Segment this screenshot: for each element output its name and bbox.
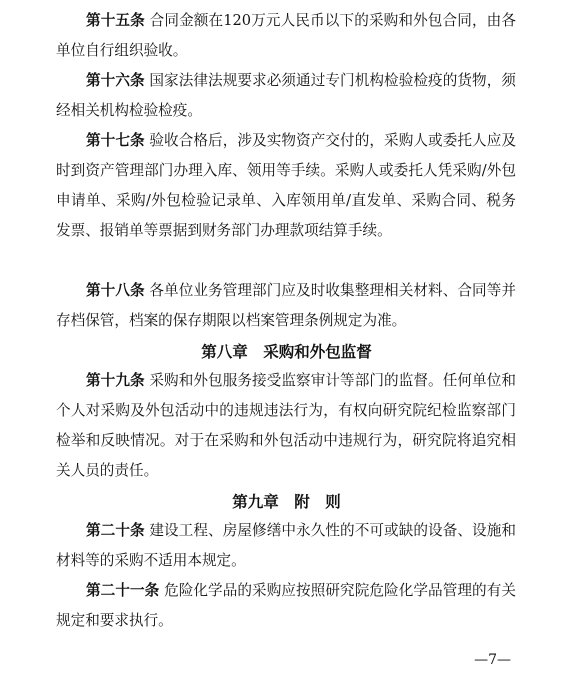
article-16 bbox=[56, 66, 516, 126]
article-15 bbox=[56, 6, 516, 66]
article-number: 第十七条 bbox=[86, 132, 145, 149]
article-text: 建设工程、房屋修缮中永久性的不可或缺的设备、设施和材料等的采购不适用本规定。 bbox=[56, 522, 516, 569]
article-21 bbox=[56, 576, 516, 636]
article-number: 第十六条 bbox=[86, 72, 145, 89]
article-17 bbox=[56, 126, 516, 246]
article-number: 第二十一条 bbox=[86, 582, 160, 599]
article-number: 第十九条 bbox=[86, 372, 145, 389]
article-number: 第十八条 bbox=[86, 282, 145, 299]
chapter-9-heading: 第九章 附 则 bbox=[232, 493, 341, 511]
article-20 bbox=[56, 516, 516, 576]
article-18 bbox=[56, 276, 516, 336]
article-number: 第二十条 bbox=[86, 522, 145, 539]
page-number: —7— bbox=[474, 652, 511, 668]
chapter-8-heading: 第八章 采购和外包监督 bbox=[201, 343, 372, 361]
article-number: 第十五条 bbox=[86, 12, 145, 29]
article-text: 危险化学品的采购应按照研究院危险化学品管理的有关规定和要求执行。 bbox=[56, 582, 516, 629]
article-text: 各单位业务管理部门应及时收集整理相关材料、合同等并存档保管，档案的保存期限以档案管理条例规定为准。 bbox=[56, 282, 516, 329]
article-text: 合同金额在120万元人民币以下的采购和外包合同，由各单位自行组织验收。 bbox=[56, 12, 516, 59]
article-19 bbox=[56, 366, 516, 486]
article-text: 验收合格后，涉及实物资产交付的，采购人或委托人应及时到资产管理部门办理入库、领用等手续。采购人或委托人凭采购/外包申请单、采购/外包检验记录单、入库领用单/直发单、采购合同、税务发票、报销单等票据到财务部门办理款项结算手续。 bbox=[56, 132, 516, 239]
article-text: 采购和外包服务接受监察审计等部门的监督。任何单位和个人对采购及外包活动中的违规违法行为，有权向研究院纪检监察部门检举和反映情况。对于在采购和外包活动中违规行为，研究院将追究相关人员的责任。 bbox=[56, 372, 516, 479]
article-text: 国家法律法规要求必须通过专门机构检验检疫的货物，须经相关机构检验检疫。 bbox=[56, 72, 516, 119]
